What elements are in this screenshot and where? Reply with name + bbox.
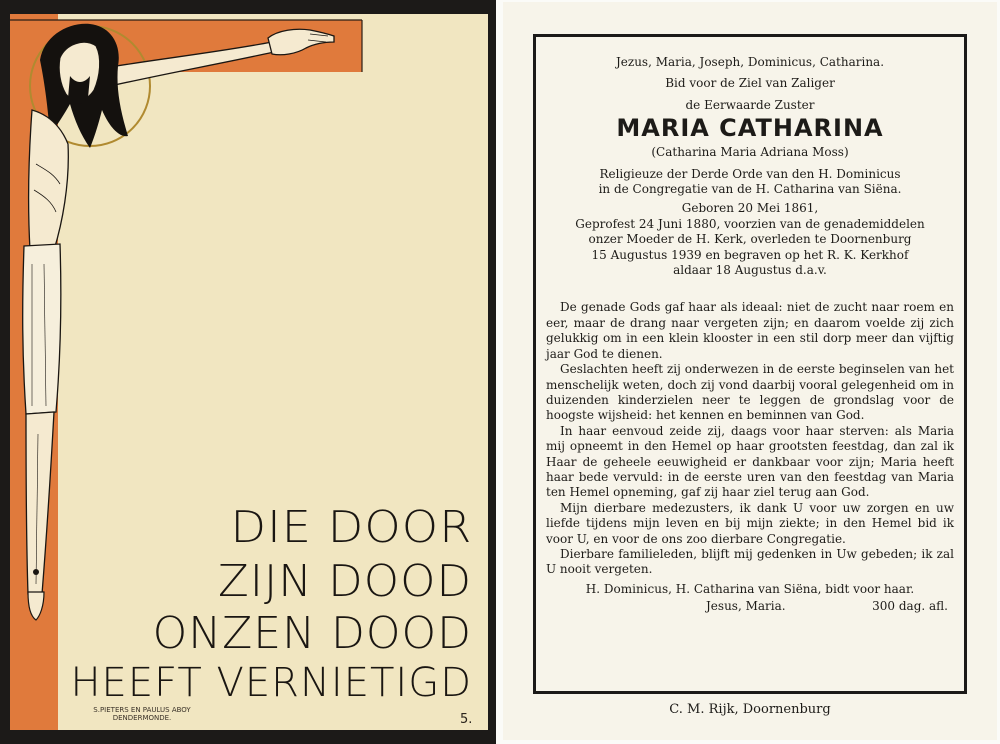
- bio-line-1: Geprofest 24 Juni 1880, voorzien van de genademiddelen: [575, 216, 925, 231]
- invocation: Jezus, Maria, Joseph, Dominicus, Catharina.: [615, 55, 885, 69]
- card-number: 5.: [460, 712, 473, 727]
- text-frame: [533, 34, 967, 694]
- paragraph-5: Dierbare familieleden, blijft mij gedenken in Uw gebeden; ik zal U nooit vergeten.: [546, 546, 954, 577]
- closing-row: [546, 597, 954, 613]
- paragraph-4: Mijn dierbare medezusters, ik dank U voor uw zorgen en uw liefde tijdens mijn leven en bij mijn ziekte; in den Hemel bid ik voor U, en voor de ons zoo dierbare Congregatie.: [546, 500, 954, 546]
- publisher-line-1: S.PIETERS EN PAULUS ABOY: [93, 706, 191, 714]
- order-line-1: Religieuze der Derde Orde van den H. Dominicus: [599, 166, 901, 181]
- bio-line-3: 15 Augustus 1939 en begraven op het R. K. Kerkhof: [591, 247, 909, 262]
- bio-line-4: aldaar 18 Augustus d.a.v.: [673, 263, 827, 278]
- printer-imprint: C. M. Rijk, Doornenburg: [669, 702, 831, 717]
- indulgence: 300 dag. afl.: [872, 599, 948, 614]
- closing-names: Jesus, Maria.: [706, 599, 786, 614]
- bio-line-2: onzer Moeder de H. Kerk, overleden te Doornenburg: [588, 232, 912, 247]
- memorial-card-back: [503, 2, 997, 740]
- memorial-text: [546, 55, 954, 613]
- prayer-request: Bid voor de Ziel van Zaliger: [665, 76, 835, 91]
- memorial-card-front: [0, 0, 496, 744]
- slogan-line-1: DIE DOOR: [230, 502, 472, 553]
- deceased-name: MARIA CATHARINA: [616, 114, 884, 143]
- closing-prayer: H. Dominicus, H. Catharina van Siëna, bidt voor haar.: [585, 581, 915, 596]
- title: de Eerwaarde Zuster: [685, 97, 815, 112]
- slogan-line-4: HEEFT VERNIETIGD: [70, 660, 472, 706]
- full-name: (Catharina Maria Adriana Moss): [651, 145, 849, 160]
- paragraph-2: Geslachten heeft zij onderwezen in de eerste beginselen van het menschelijk weten, doch zij vond daarbij vooral gelegenheid om in duizenden kinderzielen neer te leggen de grondslag voor de hoogste wijsheid: het kennen en beminnen van God.: [546, 362, 954, 423]
- card-front-artwork: [10, 14, 488, 730]
- publisher-imprint: [72, 706, 212, 722]
- order-line-2: in de Congregatie van de H. Catharina van Siëna.: [598, 182, 902, 197]
- publisher-line-2: DENDERMONDE.: [112, 714, 172, 722]
- paragraph-1: De genade Gods gaf haar als ideaal: niet de zucht naar roem en eer, maar de drang naar vergeten zijn; en daarom voelde zij zich gelukkig om in een klein klooster in een stil dorp meer dan vijftig jaar God te dienen.: [546, 300, 954, 361]
- paragraph-3: In haar eenvoud zeide zij, daags voor haar sterven: als Maria mij opneemt in den Hemel op haar grootsten feestdag, dan zal ik Haar de geheele eeuwigheid er dankbaar voor zijn; Maria heeft haar bede vervuld: in de eerste uren van den feestdag van Maria ten Hemel opneming, gaf zij haar ziel terug aan God.: [546, 423, 954, 500]
- slogan-line-3: ONZEN DOOD: [152, 608, 472, 659]
- slogan-line-2: ZIJN DOOD: [217, 556, 472, 607]
- birth-date: Geboren 20 Mei 1861,: [681, 201, 819, 216]
